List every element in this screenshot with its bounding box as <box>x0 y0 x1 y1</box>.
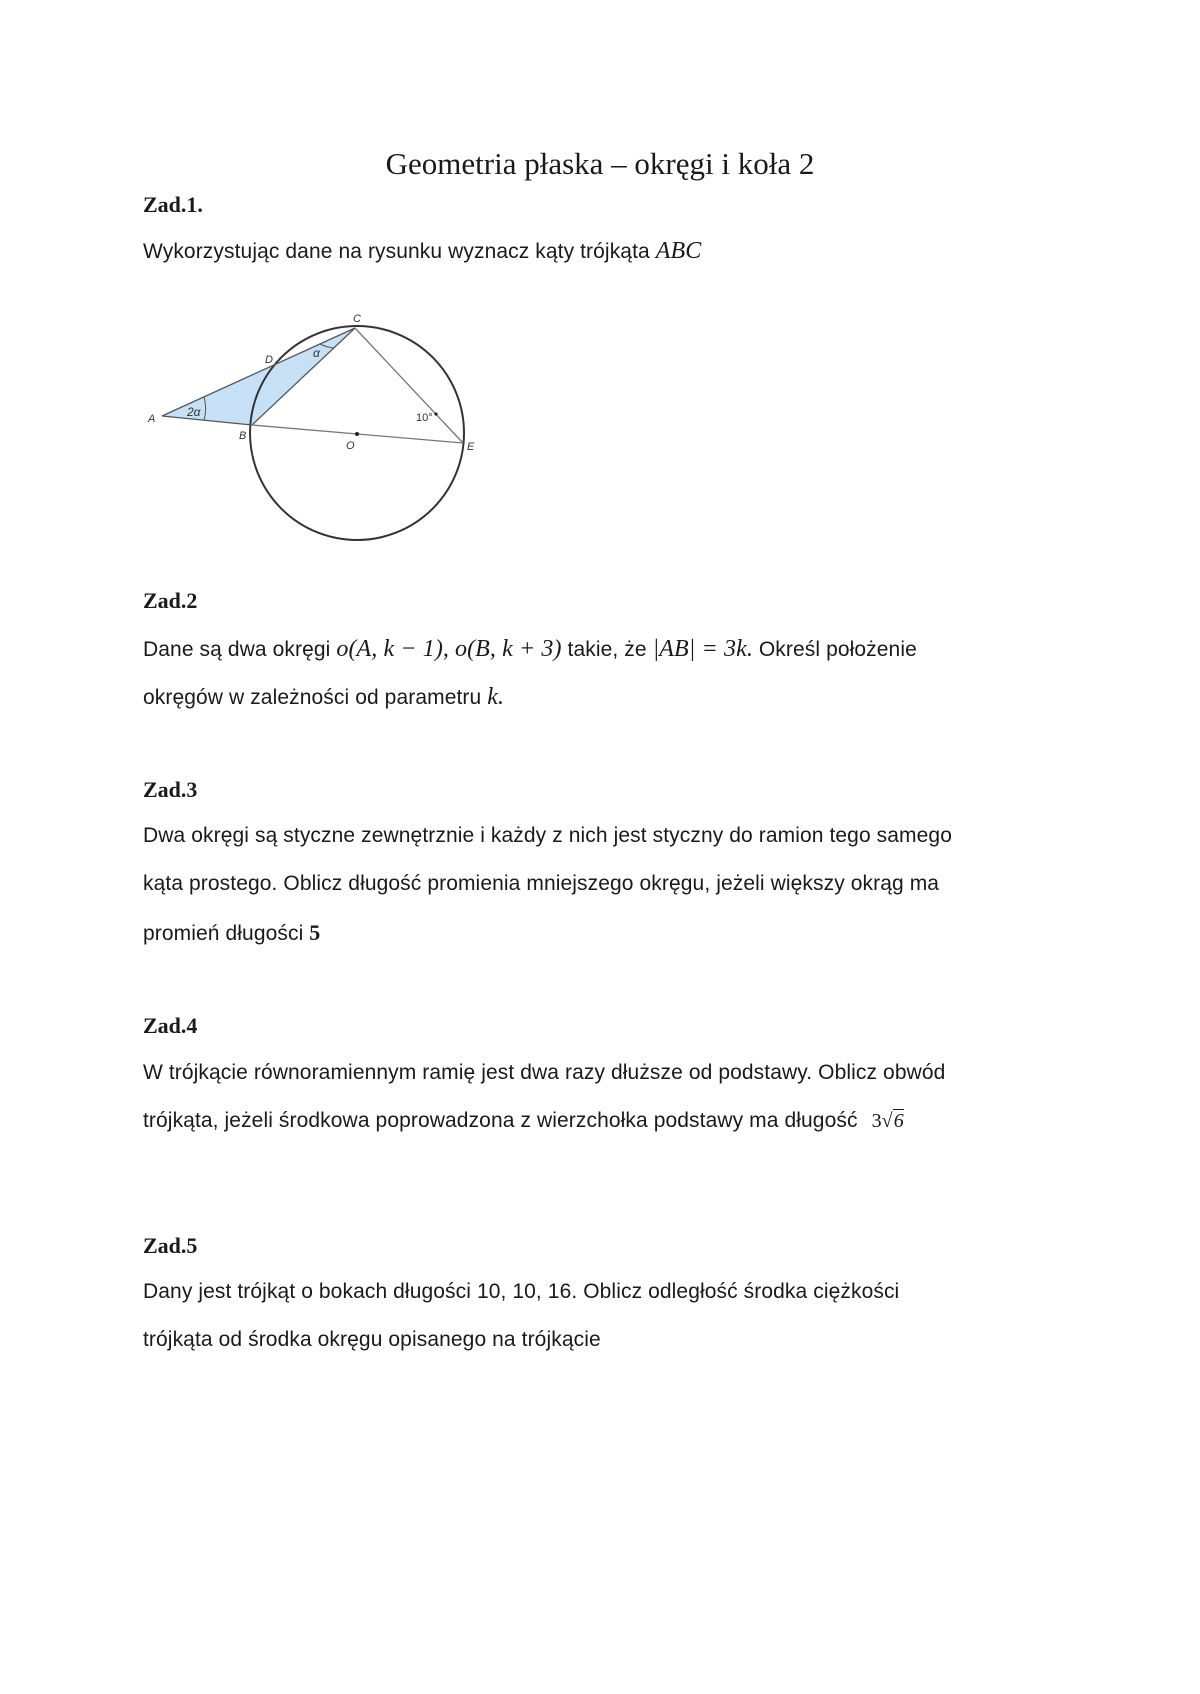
angle-label-2alpha: 2α <box>187 405 201 419</box>
label-e: E <box>467 441 475 453</box>
page-title: Geometria płaska – okręgi i koła 2 <box>385 146 815 181</box>
label-d: D <box>265 354 273 366</box>
task-2-text-d: okręgów w zależności od parametru <box>143 686 488 709</box>
label-a: A <box>148 413 156 425</box>
task-3-line-3 <box>143 920 320 946</box>
task-5-heading: Zad.5 <box>143 1233 198 1258</box>
task-2-text-b: takie, że <box>561 638 653 661</box>
task-5-line-2: trójkąta od środka okręgu opisanego na trójkącie <box>143 1328 601 1351</box>
task-4-line-2 <box>143 1109 904 1133</box>
task-4-text-b: trójkąta, jeżeli środkowa poprowadzona z wierzchołka podstawy ma długość <box>143 1109 858 1132</box>
task-2-line-1 <box>143 636 917 663</box>
line-c-e <box>355 328 463 443</box>
center-point-o <box>355 432 359 436</box>
label-b: B <box>239 430 247 442</box>
task-5-line-1: Dany jest trójkąt o bokach długości 10, 10, 16. Oblicz odległość środka ciężkości <box>143 1280 900 1303</box>
task-2-math-circle-b: o(B, k + 3) <box>454 636 562 662</box>
label-o: O <box>346 440 355 452</box>
angle-label-alpha: α <box>313 346 320 360</box>
task-3-text-c: promień długości <box>143 922 310 945</box>
label-c: C <box>353 313 361 325</box>
task-3-radius-value: 5 <box>309 920 321 945</box>
task-2-math-k: k. <box>487 684 505 710</box>
task-3-line-1: Dwa okręgi są styczne zewnętrznie i każdy z nich jest styczny do ramion tego samego <box>143 824 952 847</box>
task-4-line-1: W trójkącie równoramiennym ramię jest dwa razy dłuższe od podstawy. Oblicz obwód <box>143 1061 946 1084</box>
task-4-coef: 3 <box>871 1110 882 1132</box>
task-2-text-a: Dane są dwa okręgi <box>143 638 337 661</box>
angle-label-10: 10° <box>416 412 433 424</box>
task-1-text <box>143 238 701 265</box>
task-2-line-2 <box>143 684 504 711</box>
task-1-math-abc: ABC <box>655 238 702 264</box>
task-2-math-distance: |AB| = 3k. <box>652 636 753 662</box>
task-3-heading: Zad.3 <box>143 777 198 802</box>
task-2-text-c: Określ położenie <box>752 638 917 661</box>
task-4-sqrt-expression: 3√6 <box>871 1110 904 1132</box>
task-1-heading: Zad.1. <box>143 192 203 217</box>
angle-mark-e <box>434 412 437 415</box>
task-1-figure <box>140 305 500 545</box>
task-4-radicand: 6 <box>893 1110 904 1132</box>
task-1-text-body: Wykorzystując dane na rysunku wyznacz kąty trójkąta <box>143 240 656 263</box>
task-2-heading: Zad.2 <box>143 588 198 613</box>
task-3-line-2: kąta prostego. Oblicz długość promienia mniejszego okręgu, jeżeli większy okrąg ma <box>143 872 940 895</box>
task-4-heading: Zad.4 <box>143 1013 198 1038</box>
task-2-math-circle-a: o(A, k − 1), <box>336 636 450 662</box>
